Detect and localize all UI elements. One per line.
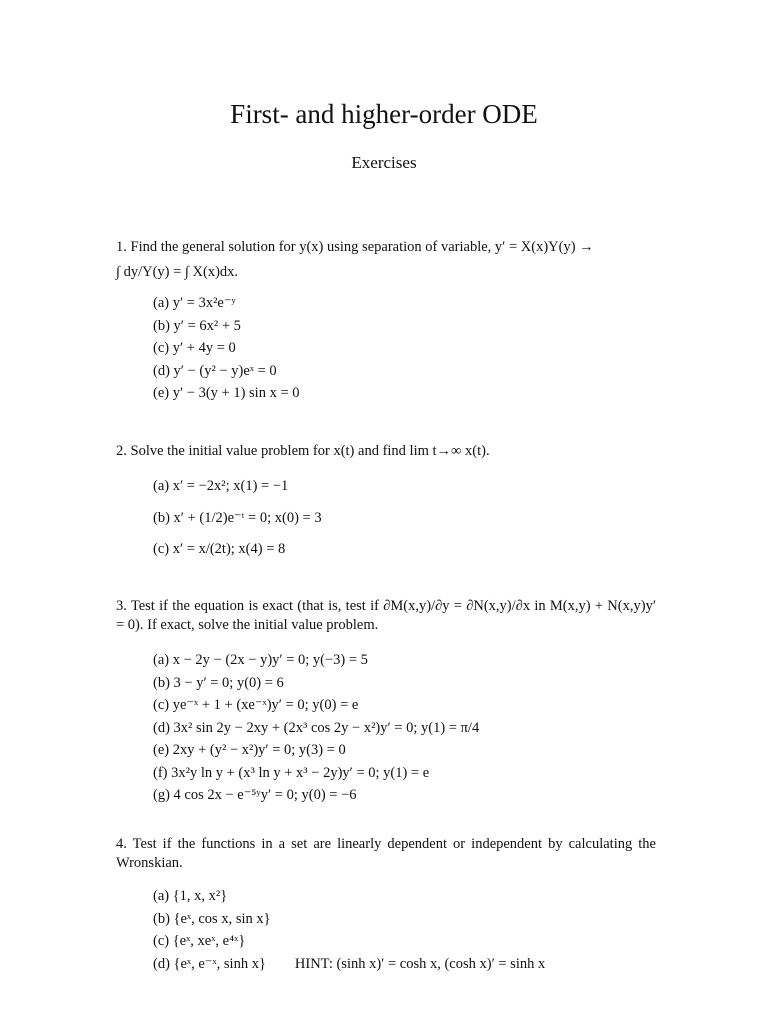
problem-3-item-f: (f) 3x²y ln y + (x³ ln y + x³ − 2y)y′ = 0; y(1) = e	[153, 764, 430, 781]
problem-3-item-a: (a) x − 2y − (2x − y)y′ = 0; y(−3) = 5	[153, 652, 368, 668]
problem-3-item-d: (d) 3x² sin 2y − 2xy + (2x³ cos 2y − x²)y′ = 0; y(1) = π/4	[153, 719, 480, 736]
problem-1-stem-line1: 1. Find the general solution for y(x) using separation of variable, y′ = X(x)Y(y) →	[116, 239, 594, 255]
problem-3-item-g: (g) 4 cos 2x − e⁻⁵ʸy′ = 0; y(0) = −6	[153, 787, 357, 803]
problem-4-item-d: (d) {eˣ, e⁻ˣ, sinh x} HINT: (sinh x)′ = cosh x, (cosh x)′ = sinh x	[153, 955, 546, 972]
problem-4-item-b: (b) {eˣ, cos x, sin x}	[153, 910, 271, 927]
problem-2	[116, 442, 656, 562]
problem-3-item-c: (c) ye⁻ˣ + 1 + (xe⁻ˣ)y′ = 0; y(0) = e	[153, 697, 359, 713]
problem-1-item-a: (a) y′ = 3x²e⁻ʸ	[153, 295, 236, 311]
problem-4-item-c: (c) {eˣ, xeˣ, e⁴ˣ}	[153, 933, 246, 949]
problem-4-item-a: (a) {1, x, x²}	[153, 888, 228, 904]
problem-2-item-c: (c) x′ = x/(2t); x(4) = 8	[153, 541, 286, 557]
problem-2-items	[116, 475, 656, 562]
problem-1-item-c: (c) y′ + 4y = 0	[153, 340, 236, 356]
page-subtitle: Exercises	[351, 153, 417, 172]
problem-2-item-b: (b) x′ + (1/2)e⁻ᵗ = 0; x(0) = 3	[153, 509, 322, 526]
problem-1-item-e: (e) y′ − 3(y + 1) sin x = 0	[153, 385, 300, 401]
page-title: First- and higher-order ODE	[230, 99, 538, 129]
problem-1-stem	[116, 238, 656, 282]
problem-1-items	[116, 292, 656, 405]
problem-3-items	[116, 649, 656, 807]
problem-4-stem: 4. Test if the functions in a set are linearly dependent or independent by calculating the Wronskian.	[116, 836, 656, 871]
problem-4	[116, 835, 656, 975]
problem-1-item-b: (b) y′ = 6x² + 5	[153, 317, 241, 334]
problem-2-stem: 2. Solve the initial value problem for x(t) and find lim t→∞ x(t).	[116, 443, 490, 459]
problem-4-items	[116, 885, 656, 975]
problem-2-item-a: (a) x′ = −2x²; x(1) = −1	[153, 478, 289, 494]
problem-3	[116, 597, 656, 807]
problem-3-item-e: (e) 2xy + (y² − x²)y′ = 0; y(3) = 0	[153, 742, 346, 758]
problem-1-stem-line2: ∫ dy/Y(y) = ∫ X(x)dx.	[116, 264, 239, 280]
problem-3-stem: 3. Test if the equation is exact (that is, test if ∂M(x,y)/∂y = ∂N(x,y)/∂x in M(x,y) + N(x,y)y′ = 0). If exact, solve the initial value problem.	[116, 598, 656, 633]
problem-3-item-b: (b) 3 − y′ = 0; y(0) = 6	[153, 674, 284, 691]
problem-1-item-d: (d) y′ − (y² − y)eˣ = 0	[153, 362, 277, 379]
problem-1	[116, 238, 656, 405]
